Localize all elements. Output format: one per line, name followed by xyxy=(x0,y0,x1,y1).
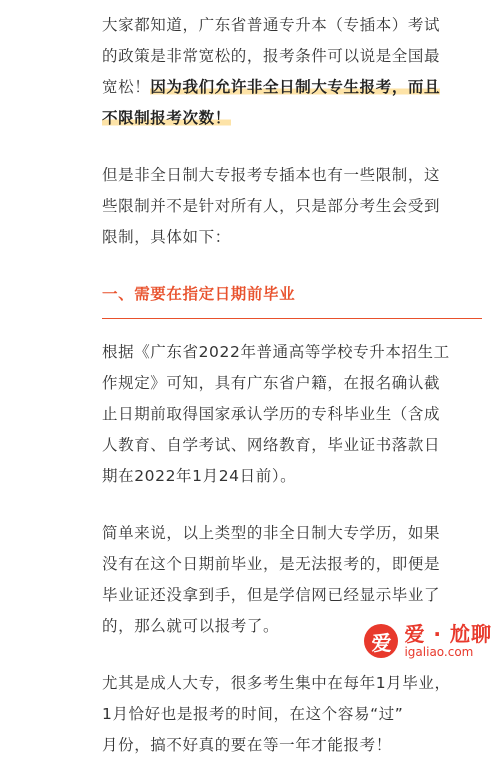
site-watermark xyxy=(364,623,492,659)
text-line: 止日期前取得国家承认学历的专科毕业生（含成 xyxy=(102,405,441,423)
text-line: 没有在这个日期前毕业，是无法报考的，即便是 xyxy=(102,555,441,573)
text-line: 月份，搞不好真的要在等一年才能报考！ xyxy=(102,736,392,754)
text-line: 作规定》可知，具有广东省户籍，在报名确认截 xyxy=(102,374,441,392)
text-line: 1月恰好也是报考的时间，在这个容易“过” xyxy=(102,705,404,723)
text-line: 些限制并不是针对所有人，只是部分考生会受到 xyxy=(102,197,441,215)
highlighted-text: 不限制报考次数！ xyxy=(102,109,231,127)
text-line: 简单来说，以上类型的非全日制大专学历，如果 xyxy=(102,524,441,542)
text-line: 的，那么就可以报考了。 xyxy=(102,617,280,635)
rule-paragraph xyxy=(102,337,482,492)
watermark-title: 爱 · 尬聊 xyxy=(404,622,492,646)
adult-paragraph xyxy=(102,668,482,761)
text-line xyxy=(102,72,482,103)
text-line xyxy=(102,103,482,134)
watermark-text xyxy=(404,623,492,659)
section-heading: 一、需要在指定日期前毕业 xyxy=(102,279,482,319)
text-line: 限制，具体如下： xyxy=(102,228,231,246)
highlighted-text: 因为我们允许非全日制大专生报考，而且 xyxy=(150,78,441,96)
text-line: 但是非全日制大专报考专插本也有一些限制，这 xyxy=(102,166,441,184)
text-line: 大家都知道，广东省普通专升本（专插本）考试 xyxy=(102,16,441,34)
text-line: 毕业证还没拿到手，但是学信网已经显示毕业了 xyxy=(102,586,441,604)
text-line: 根据《广东省2022年普通高等学校专升本招生工 xyxy=(102,343,450,361)
intro-paragraph xyxy=(102,10,482,134)
text-line: 期在2022年1月24日前）。 xyxy=(102,467,297,485)
watermark-url: igaliao.com xyxy=(404,645,474,659)
text-line: 尤其是成人大专，很多考生集中在每年1月毕业， xyxy=(102,674,451,692)
text-line: 人教育、自学考试、网络教育，毕业证书落款日 xyxy=(102,436,441,454)
watermark-logo-icon: 爱 xyxy=(364,624,398,658)
limit-paragraph xyxy=(102,160,482,253)
text-fragment: 宽松！ xyxy=(102,78,151,96)
text-line: 的政策是非常宽松的，报考条件可以说是全国最 xyxy=(102,47,441,65)
